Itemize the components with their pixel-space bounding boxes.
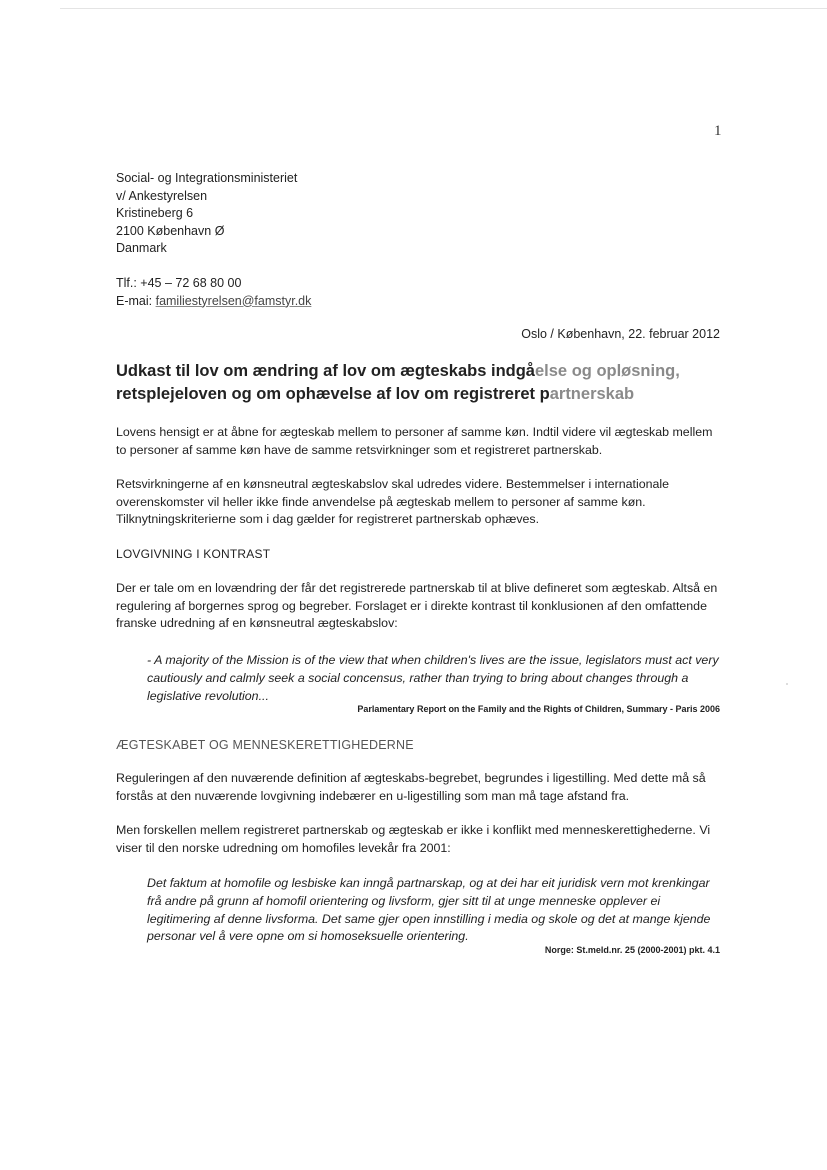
paragraph-equality: Reguleringen af den nuværende definition af ægteskabs-begrebet, begrundes i ligestilling. Med dette må så forstås at den nuværende lovgivning indebærer en u-ligestilling som man må tage afstand fra. bbox=[116, 771, 706, 803]
paragraph-intent: Lovens hensigt er at åbne for ægteskab mellem to personer af samme køn. Indtil videre vil ægteskab mellem to personer af samme køn have de samme retsvirkninger som et registreret partnerskab. bbox=[116, 425, 713, 457]
recipient-address bbox=[116, 170, 720, 310]
title-faded-text: artnerskab bbox=[549, 385, 635, 403]
address-line: v/ Ankestyrelsen bbox=[116, 188, 208, 203]
paragraph-human-rights: Men forskellen mellem registreret partnerskab og ægteskab er ikke i konflikt med menneskerettighederne. Vi viser til den norske udredning om homofiles levekår fra 2001: bbox=[116, 823, 711, 855]
title-faded-text: else og opløsning, bbox=[535, 362, 680, 380]
letter-date: Oslo / København, 22. februar 2012 bbox=[521, 327, 720, 341]
quote-norwegian-report: Det faktum at homofile og lesbiske kan inngå partnarskap, og at dei har eit juridisk vern mot krenkingar frå andre på grunn af homofil orientering og livsform, gjer sitt til at unge menneske opplever ei legitimering af denne livsforma. Det same gjer open innstilling i media og skole og det at mange kjende personar vel å vere opne om si homoseksuelle orientering. bbox=[147, 876, 711, 944]
paragraph-contrast: Der er tale om en lovændring der får det registrerede partnerskab til at blive defineret som ægteskab. Altså en regulering af borgernes sprog og begreber. Forslaget er i direkte kontrast til konklusionen af den omfattende franske udredning af en kønsneutral ægteskabslov: bbox=[116, 581, 718, 630]
quote-source-norwegian: Norge: St.meld.nr. 25 (2000-2001) pkt. 4.1 bbox=[544, 945, 720, 955]
title-line-2 bbox=[116, 383, 720, 406]
address-line: Kristineberg 6 bbox=[116, 206, 194, 221]
scan-speck bbox=[786, 683, 788, 685]
email-link[interactable]: familiestyrelsen@famstyr.dk bbox=[155, 293, 312, 308]
address-line: 2100 København Ø bbox=[116, 223, 225, 238]
title-text: retsplejeloven og om ophævelse af lov om registreret p bbox=[116, 385, 550, 403]
title-line-1 bbox=[116, 360, 720, 383]
page-number: 1 bbox=[714, 123, 722, 139]
document-title bbox=[116, 360, 720, 406]
address-line: Danmark bbox=[116, 241, 167, 256]
section-heading-menneskerettigheder: ÆGTESKABET OG MENNESKERETTIGHEDERNE bbox=[116, 738, 414, 752]
email-row bbox=[116, 293, 720, 311]
address-gap bbox=[116, 258, 720, 275]
scan-edge-line bbox=[60, 8, 827, 9]
title-text: Udkast til lov om ændring af lov om ægteskabs indgå bbox=[116, 362, 535, 380]
quote-french-report: - A majority of the Mission is of the view that when children's lives are the issue, legislators must act very cautiously and calmly seek a social concensus, rather than trying to bring about changes through a legislative revolution... bbox=[147, 653, 719, 703]
quote-source-french: Parlamentary Report on the Family and the Rights of Children, Summary - Paris 2006 bbox=[357, 704, 720, 714]
email-label: E-mai: bbox=[116, 293, 156, 308]
address-line: Social- og Integrationsministeriet bbox=[116, 171, 298, 185]
section-heading-lovgivning: LOVGIVNING I KONTRAST bbox=[116, 547, 271, 561]
phone-number: Tlf.: +45 – 72 68 80 00 bbox=[116, 275, 242, 290]
paragraph-legal-effects: Retsvirkningerne af en kønsneutral ægteskabslov skal udredes videre. Bestemmelser i internationale overenskomster vil heller ikke finde anvendelse på ægteskab mellem to personer af samme køn. Tilknytningskriterierne som i dag gælder for registreret partnerskab ophæves. bbox=[116, 477, 670, 526]
